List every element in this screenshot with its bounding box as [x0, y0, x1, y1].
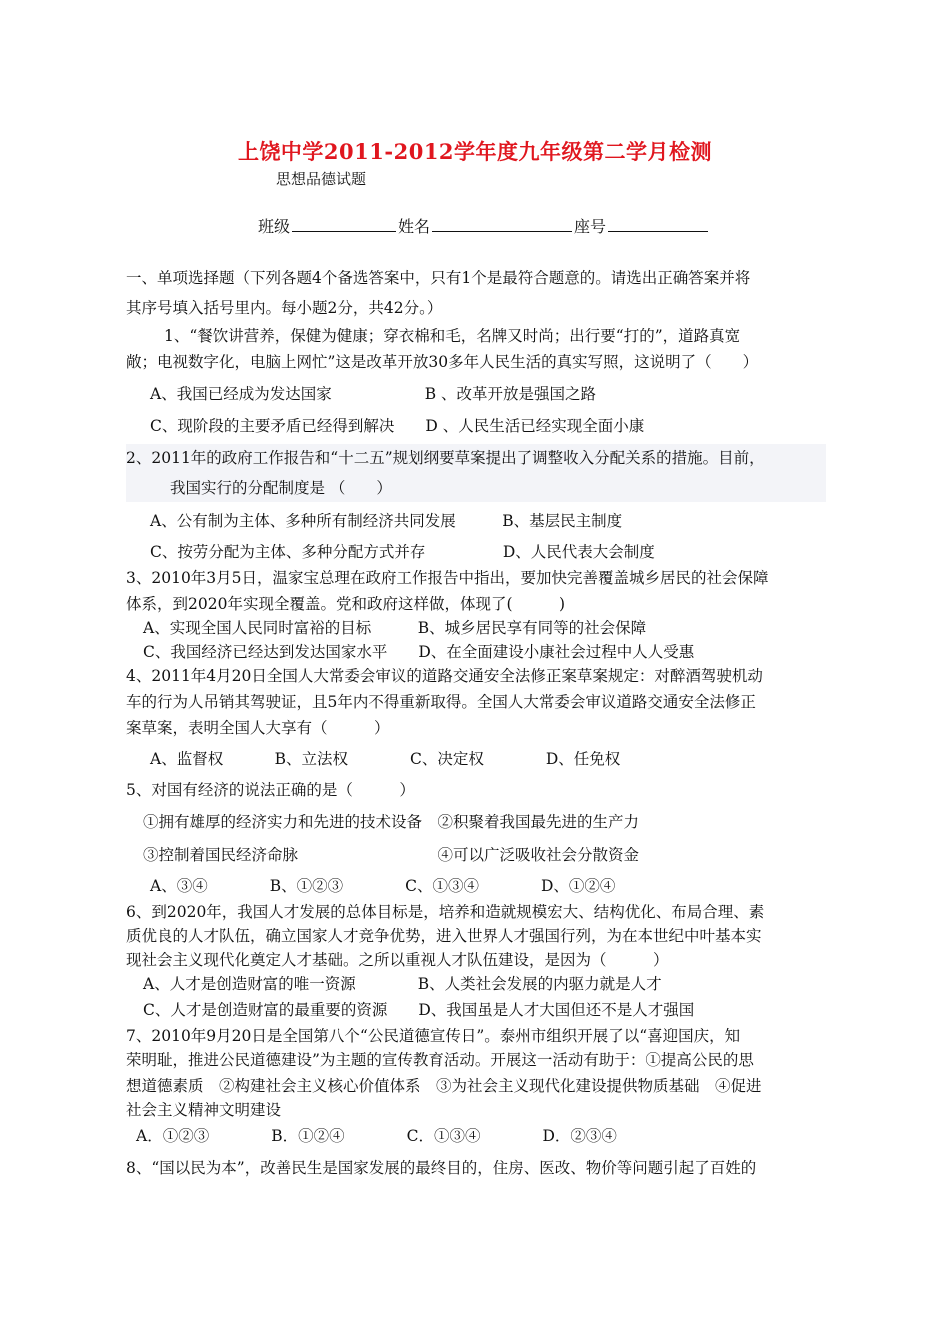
text-line: A、我国已经成为发达国家 B 、改革开放是强国之路: [150, 385, 597, 403]
text-line: A、监督权 B、立法权 C、决定权 D、任免权: [150, 750, 621, 768]
text-line: 案草案，表明全国人大享有（ ）: [126, 719, 390, 737]
seat-label: 座号: [574, 217, 607, 236]
text-line: 社会主义精神文明建设: [126, 1101, 282, 1119]
text-line: 车的行为人吊销其驾驶证，且5年内不得重新取得。全国人大常委会审议道路交通安全法修正: [126, 693, 756, 711]
text-line: A、人才是创造财富的唯一资源 B、人类社会发展的内驱力就是人才: [143, 975, 662, 993]
text-line: 质优良的人才队伍，确立国家人才竞争优势，进入世界人才强国行列，为在本世纪中叶基本实: [126, 927, 762, 945]
text-line: 6、到2020年，我国人才发展的总体目标是，培养和造就规模宏大、结构优化、布局合理、素: [126, 903, 765, 921]
text-line: 7、2010年9月20日是全国第八个“公民道德宣传日”。泰州市组织开展了以“喜迎国庆，知: [126, 1027, 741, 1045]
text-line: C、我国经济已经达到发达国家水平 D、在全面建设小康社会过程中人人受惠: [143, 643, 695, 661]
text-line: 4、2011年4月20日全国人大常委会审议的道路交通安全法修正案草案规定：对醉酒驾驶机动: [126, 667, 763, 685]
class-label: 班级: [258, 217, 291, 236]
name-label: 姓名: [398, 217, 431, 236]
text-line: ③控制着国民经济命脉 ④可以广泛吸收社会分散资金: [143, 846, 640, 864]
text-line: 现社会主义现代化奠定人才基础。之所以重视人才队伍建设，是因为（ ）: [126, 951, 669, 969]
text-line: 荣明耻，推进公民道德建设”为主题的宣传教育活动。开展这一活动有助于：①提高公民的思: [126, 1051, 754, 1069]
text-line: A、公有制为主体、多种所有制经济共同发展 B、基层民主制度: [150, 512, 623, 530]
exam-title: 上饶中学2011-2012学年度九年级第二学月检测: [237, 139, 713, 164]
class-blank: [292, 217, 396, 232]
text-line: A．①②③ B．①②④ C．①③④ D．②③④: [136, 1127, 617, 1145]
text-line: C、现阶段的主要矛盾已经得到解决 D 、人民生活已经实现全面小康: [150, 417, 645, 435]
text-line: 2、2011年的政府工作报告和“十二五”规划纲要草案提出了调整收入分配关系的措施。目前，: [126, 449, 765, 467]
text-line: 5、对国有经济的说法正确的是（ ）: [126, 781, 415, 799]
text-line: C、按劳分配为主体、多种分配方式并存 D、人民代表大会制度: [150, 543, 655, 561]
text-line: C、人才是创造财富的最重要的资源 D、我国虽是人才大国但还不是人才强国: [143, 1001, 695, 1019]
text-line: 其序号填入括号里内。每小题2分，共42分。）: [126, 299, 443, 317]
name-blank: [432, 217, 572, 232]
text-line: 3、2010年3月5日，温家宝总理在政府工作报告中指出，要加快完善覆盖城乡居民的社会保障: [126, 569, 769, 587]
text-line: 我国实行的分配制度是 （ ）: [170, 479, 392, 497]
text-line: A、实现全国人民同时富裕的目标 B、城乡居民享有同等的社会保障: [143, 619, 647, 637]
text-line: 8、“国以民为本”，改善民生是国家发展的最终目的，住房、医改、物价等问题引起了百姓的: [126, 1159, 757, 1177]
text-line: A、③④ B、①②③ C、①③④ D、①②④: [150, 877, 616, 895]
text-line: 一、单项选择题（下列各题4个备选答案中，只有1个是最符合题意的。请选出正确答案并将: [126, 269, 751, 287]
exam-subtitle: 思想品德试题: [276, 170, 367, 188]
text-line: 敞；电视数字化，电脑上网忙”这是改革开放30多年人民生活的真实写照，这说明了（ ）: [126, 353, 759, 371]
seat-blank: [608, 217, 708, 232]
text-line: 体系，到2020年实现全覆盖。党和政府这样做，体现了( ): [126, 595, 566, 613]
text-line: 想道德素质 ②构建社会主义核心价值体系 ③为社会主义现代化建设提供物质基础 ④促进: [126, 1077, 762, 1095]
student-info-row: [258, 214, 710, 237]
text-line: ①拥有雄厚的经济实力和先进的技术设备 ②积聚着我国最先进的生产力: [143, 813, 640, 831]
text-line: 1、“餐饮讲营养，保健为健康；穿衣棉和毛，名牌又时尚；出行要“打的”，道路真宽: [164, 327, 741, 345]
